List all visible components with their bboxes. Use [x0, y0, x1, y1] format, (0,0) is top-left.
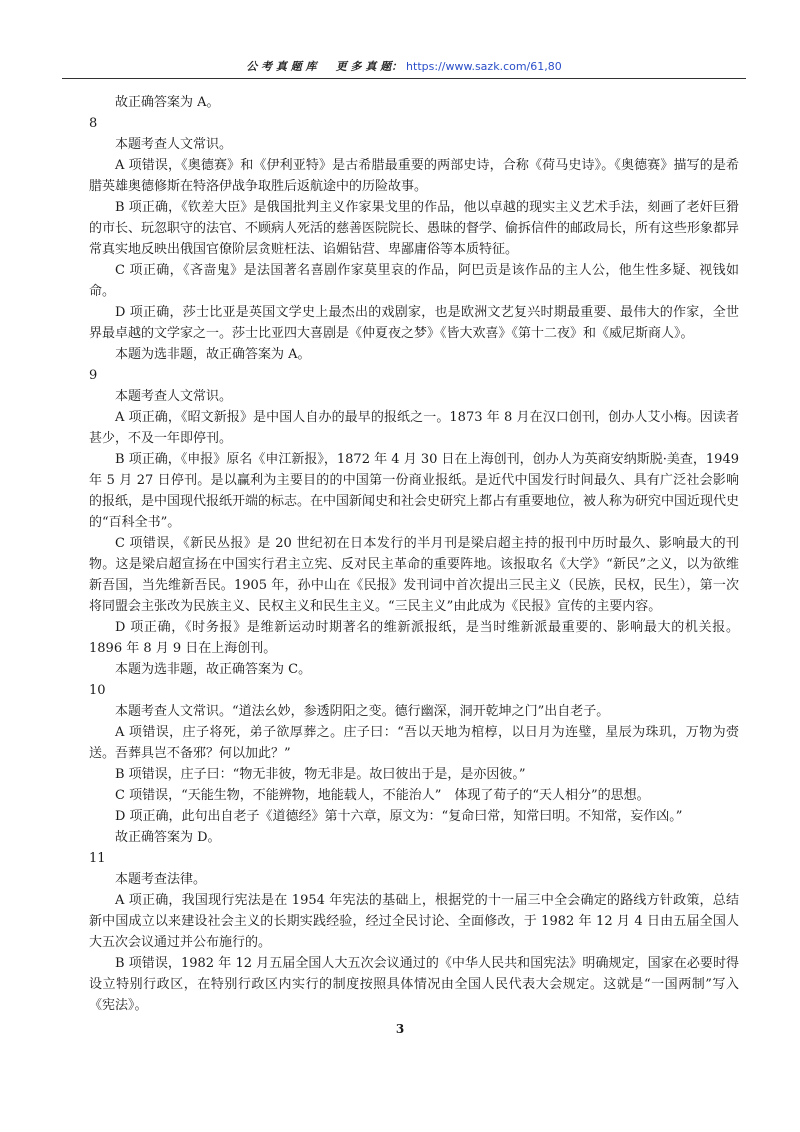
paragraph: D 项正确，《时务报》是维新运动时期著名的维新派报纸，是当时维新派最重要的、影响最大的机关报。1896 年 8 月 9 日在上海创刊。 — [89, 620, 739, 656]
paragraph: C 项正确，《吝啬鬼》是法国著名喜剧作家莫里哀的作品，阿巴贡是该作品的主人公，他生性多疑、视钱如命。 — [89, 263, 739, 299]
paragraph: A 项错误，《奥德赛》和《伊利亚特》是古希腊最重要的两部史诗，合称《荷马史诗》。《奥德赛》描写的是希腊英雄奥德修斯在特洛伊战争取胜后返航途中的历险故事。 — [89, 158, 739, 194]
header-site-name: 公 考 真 题 库 — [246, 60, 317, 73]
paragraph: B 项正确，《申报》原名《申江新报》，1872 年 4 月 30 日在上海创刊，创办人为英商安纳斯脱·美查，1949 年 5 月 27 日停刊。是以赢利为主要目的的中国第一份商业报纸。是近代中国发行时间最久、具有广泛社会影响的报纸，是中国现代报纸开端的标志。在中国新闻史和社会史研究上都占有重要地位，被人称为研究中国近现代史的“百科全书”。 — [89, 452, 740, 530]
paragraph: D 项正确，莎士比亚是英国文学史上最杰出的戏剧家，也是欧洲文艺复兴时期最重要、最伟大的作家，全世界最卓越的文学家之一。莎士比亚四大喜剧是《仲夏夜之梦》《皆大欢喜》《第十二夜》和《威尼斯商人》。 — [89, 305, 739, 341]
paragraph: 本题考查人文常识。“道法幺妙，参透阴阳之变。德行幽深，洞开乾坤之门”出自老子。 — [115, 704, 610, 719]
paragraph: 本题考查法律。 — [115, 872, 207, 887]
paragraph: B 项错误，1982 年 12 月五届全国人大五次会议通过的《中华人民共和国宪法》明确规定，国家在必要时得设立特别行政区，在特别行政区内实行的制度按照具体情况由全国人民代表大会规定。这就是“一国两制”写入《宪法》。 — [89, 956, 739, 1013]
paragraph: C 项错误，《新民丛报》是 20 世纪初在日本发行的半月刊是梁启超主持的报刊中历时最久、影响最大的刊物。这是梁启超宣扬在中国实行君主立宪、反对民主革命的重要阵地。该报取名《大学》“新民”之义，以为欲维新吾国，当先维新吾民。1905 年，孙中山在《民报》发刊词中首次提出三民主义（民族，民权，民生），第一次将同盟会主张改为民族主义、民权主义和民生主义。“三民主义”由此成为《民报》宣传的主要内容。 — [89, 536, 739, 614]
paragraph: A 项正确，《昭文新报》是中国人自办的最早的报纸之一。1873 年 8 月在汉口创刊，创办人艾小梅。因读者甚少，不及一年即停刊。 — [89, 410, 739, 446]
page-header — [60, 56, 748, 78]
document-body — [89, 92, 739, 1016]
paragraph: A 项正确，我国现行宪法是在 1954 年宪法的基础上，根据党的十一届三中全会确定的路线方针政策，总结新中国成立以来建设社会主义的长期实践经验，经过全民讨论、全面修改，于 1982 年 12 月 4 日由五届全国人大五次会议通过并公布施行的。 — [89, 893, 739, 950]
question-number: 11 — [89, 851, 106, 866]
header-link[interactable]: https://www.sazk.com/61,80 — [406, 60, 562, 73]
paragraph: B 项错误，庄子曰：“物无非彼，物无非是。故曰彼出于是，是亦因彼。” — [115, 767, 526, 782]
question-number: 9 — [89, 368, 98, 383]
paragraph: 本题为选非题，故正确答案为 C。 — [115, 662, 312, 677]
paragraph: 故正确答案为 D。 — [115, 830, 221, 845]
paragraph: B 项正确，《钦差大臣》是俄国批判主义作家果戈里的作品，他以卓越的现实主义艺术手法，刻画了老奸巨猾的市长、玩忽职守的法官、不顾病人死活的慈善医院院长、愚昧的督学、偷拆信件的邮政局长，所有这些形象都异常真实地反映出俄国官僚阶层贪赃枉法、谄媚钻营、卑鄙庸俗等本质特征。 — [89, 200, 740, 257]
question-number: 8 — [89, 116, 98, 131]
paragraph: 本题为选非题，故正确答案为 A。 — [115, 347, 311, 362]
paragraph: 故正确答案为 A。 — [115, 95, 220, 110]
header-more-label: 更 多 真 题： — [335, 60, 403, 73]
paragraph: A 项错误，庄子将死，弟子欲厚葬之。庄子曰：“吾以天地为棺椁，以日月为连璧，星辰为珠玑，万物为赍送。吾葬具岂不备邪？何以加此？” — [89, 725, 739, 761]
paragraph: 本题考查人文常识。 — [115, 389, 233, 404]
page-number: 3 — [395, 1022, 405, 1036]
paragraph: C 项错误，“天能生物，不能辨物，地能载人，不能治人” 体现了荀子的“天人相分”的思想。 — [115, 788, 650, 803]
paragraph: D 项正确，此句出自老子《道德经》第十六章，原文为：“复命曰常，知常曰明。不知常，妄作凶。” — [115, 809, 683, 824]
paragraph: 本题考查人文常识。 — [115, 137, 233, 152]
header-divider — [62, 78, 746, 79]
question-number: 10 — [89, 683, 106, 698]
